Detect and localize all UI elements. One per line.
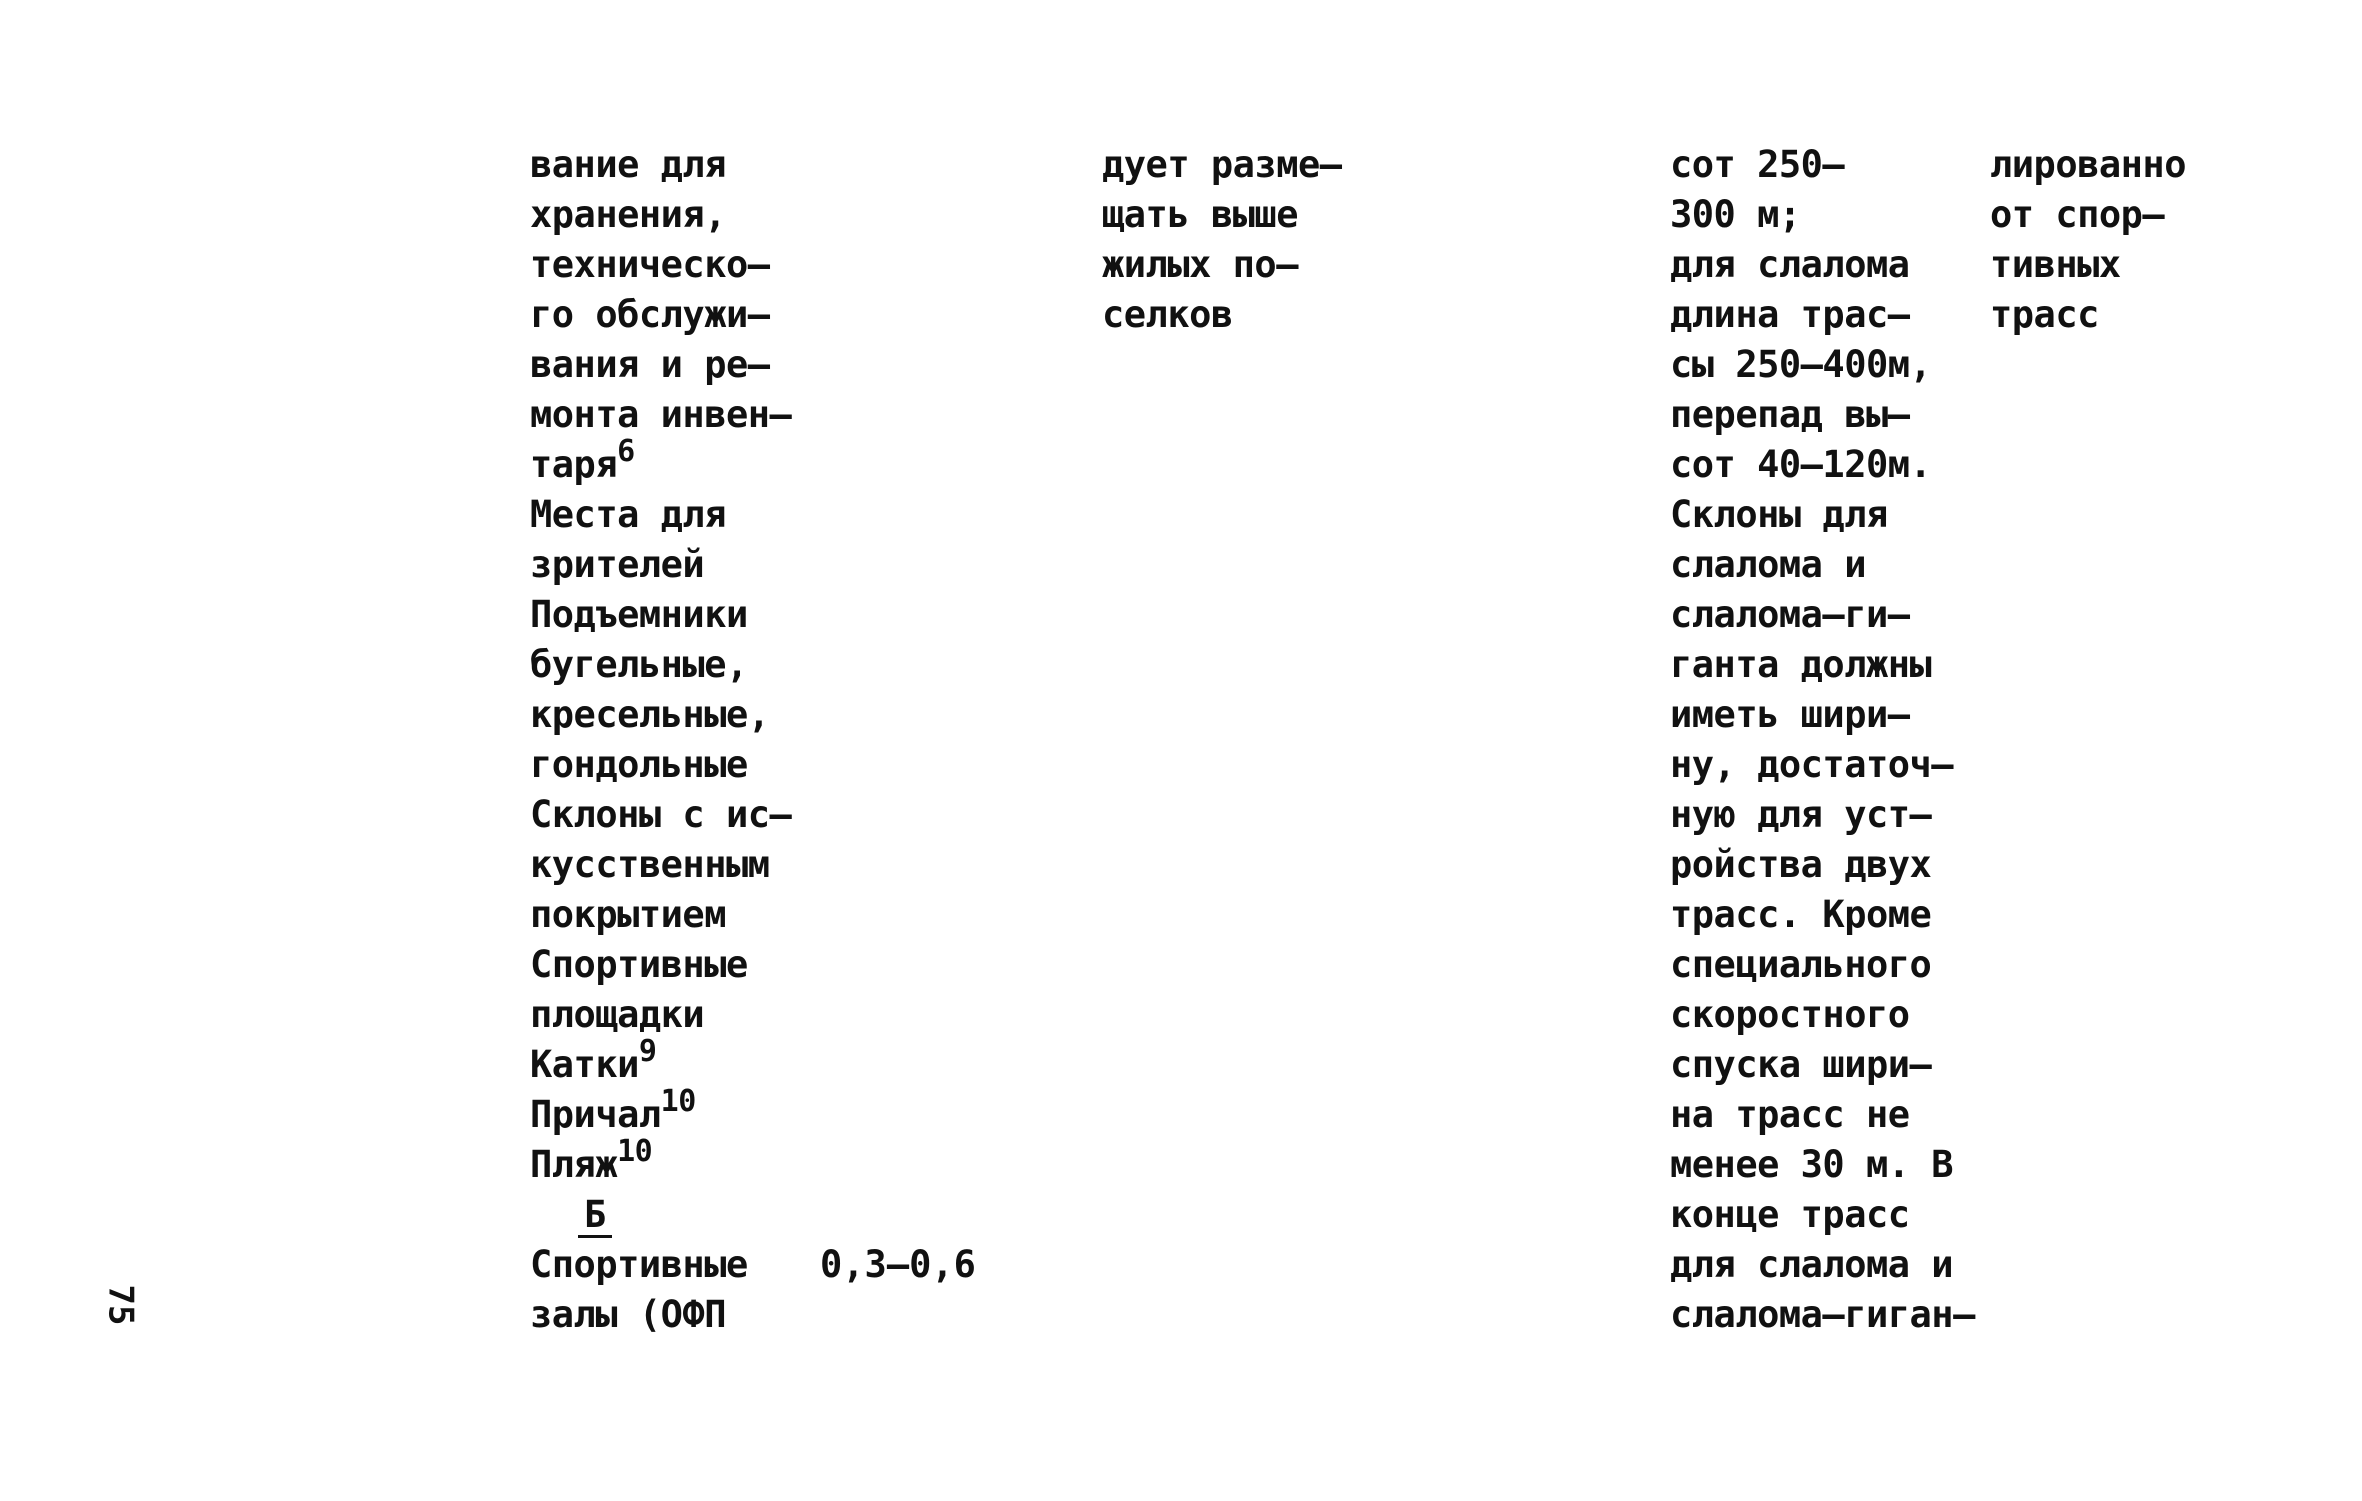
text-line: Спортивные [530, 1243, 748, 1286]
text-line: тивных [1990, 243, 2121, 286]
text-line: сы 250–400м, [1670, 343, 1932, 386]
text-line: бугельные, [530, 643, 748, 686]
section-heading-line [530, 1190, 791, 1240]
tarya-text: таря [530, 443, 618, 486]
text-line: площадки [530, 993, 705, 1036]
footnote-mark: 10 [617, 1134, 653, 1169]
text-line: Спортивные [530, 943, 748, 986]
text-line: зрителей [530, 543, 705, 586]
text-line: ганта должны [1670, 643, 1932, 686]
text-line: спуска шири– [1670, 1043, 1932, 1086]
text-line: конце трасс [1670, 1193, 1910, 1236]
text-line: го обслужи– [530, 293, 770, 336]
column-slope-requirements [1670, 140, 1975, 1340]
text-line: Места для [530, 493, 726, 536]
text-line: слалома и [1670, 543, 1866, 586]
text-line: вания и ре– [530, 343, 770, 386]
text-line: покрытием [530, 893, 726, 936]
text-line: на трасс не [1670, 1093, 1910, 1136]
text-line: жилых по– [1102, 243, 1298, 286]
text-line: скоростного [1670, 993, 1910, 1036]
text-line: для слалома и [1670, 1243, 1954, 1286]
text-line-katki [530, 1034, 791, 1090]
text-line: иметь шири– [1670, 693, 1910, 736]
text-line-plyazh [530, 1134, 791, 1190]
text-line: Склоны с ис– [530, 793, 792, 836]
prichal-text: Причал [530, 1093, 661, 1136]
text-line-tarya [530, 434, 791, 490]
text-line: ройства двух [1670, 843, 1932, 886]
footnote-mark: 10 [660, 1084, 696, 1119]
text-line: менее 30 м. В [1670, 1143, 1954, 1186]
text-line: слалома–гиган– [1670, 1293, 1975, 1336]
text-line: перепад вы– [1670, 393, 1910, 436]
section-letter: Б [578, 1195, 612, 1238]
text-line: техническо– [530, 243, 770, 286]
text-line: щать выше [1102, 193, 1298, 236]
text-line: вание для [530, 143, 726, 186]
plyazh-text: Пляж [530, 1143, 618, 1186]
text-line: монта инвен– [530, 393, 792, 436]
text-line: лированно [1990, 143, 2186, 186]
column-facility-names [530, 140, 791, 1340]
text-line: трасс [1990, 293, 2099, 336]
text-line: от спор– [1990, 193, 2165, 236]
text-line: Склоны для [1670, 493, 1888, 536]
text-line-prichal [530, 1084, 791, 1140]
text-line: ную для уст– [1670, 793, 1932, 836]
text-line: ну, достаточ– [1670, 743, 1954, 786]
footnote-mark: 9 [638, 1034, 657, 1069]
text-line: сот 250– [1670, 143, 1845, 186]
text-line: селков [1102, 293, 1233, 336]
text-line: Подъемники [530, 593, 748, 636]
katki-text: Катки [530, 1043, 639, 1086]
column-isolation-notes [1990, 140, 2186, 340]
text-line: специального [1670, 943, 1932, 986]
footnote-mark: 6 [617, 434, 635, 469]
text-line: кусственным [530, 843, 770, 886]
text-line: для слалома [1670, 243, 1910, 286]
text-line: сот 40–120м. [1670, 443, 1932, 486]
text-line: трасс. Кроме [1670, 893, 1932, 936]
page-number: 75 [100, 1284, 141, 1326]
column-placement-notes [1102, 140, 1342, 340]
text-line: дует разме– [1102, 143, 1342, 186]
text-line: 300 м; [1670, 193, 1801, 236]
text-line: слалома–ги– [1670, 593, 1910, 636]
text-line: залы (ОФП [530, 1293, 726, 1336]
text-line: гондольные [530, 743, 748, 786]
text-line: кресельные, [530, 693, 770, 736]
text-line: хранения, [530, 193, 726, 236]
text-line: длина трас– [1670, 293, 1910, 336]
gym-value: 0,3–0,6 [820, 1243, 976, 1286]
